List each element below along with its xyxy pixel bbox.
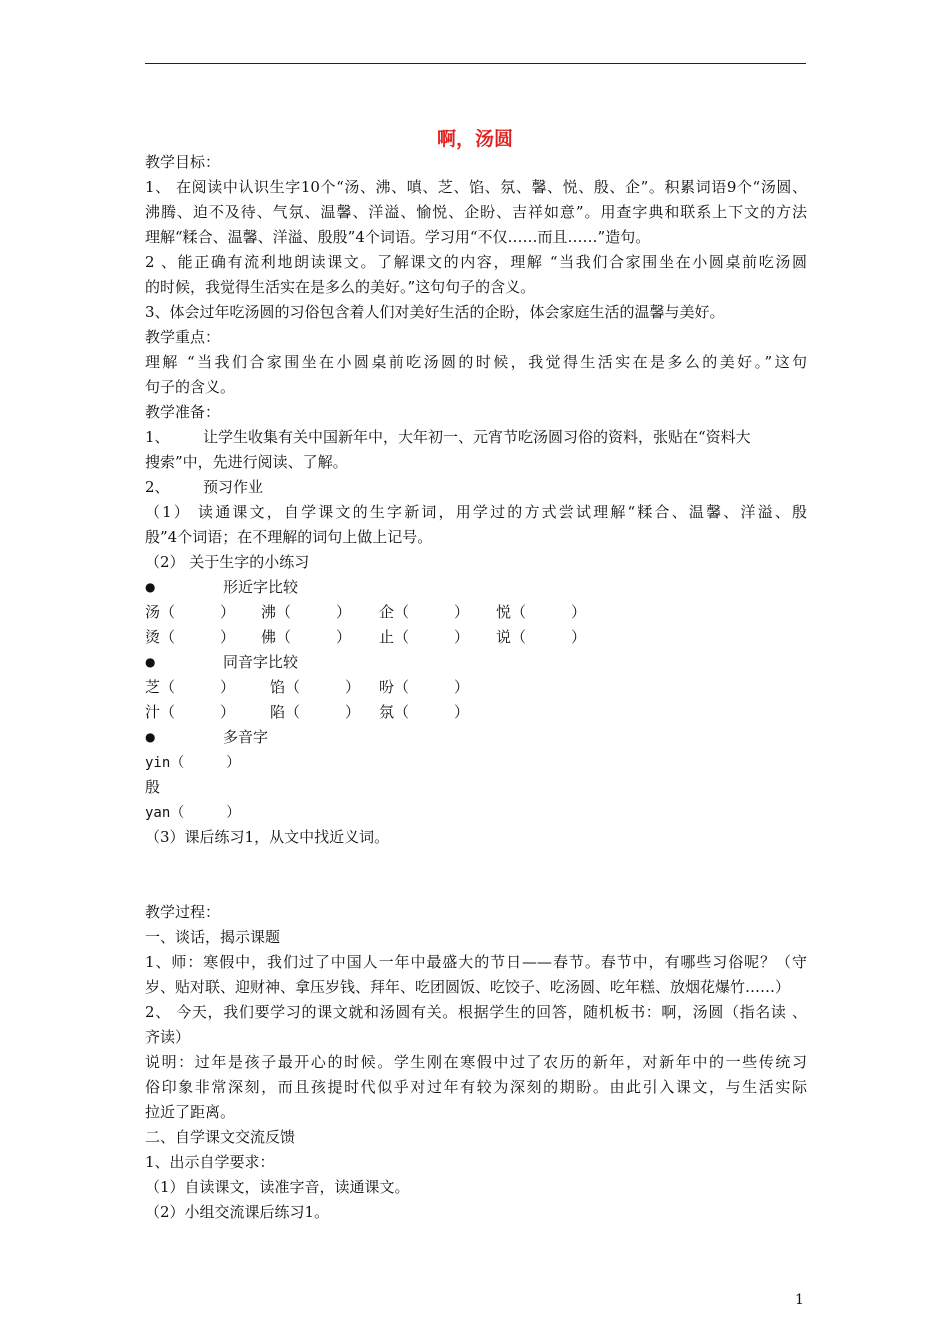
process-line: 2、 今天，我们要学习的课文就和汤圆有关。根据学生的回答，随机板书：啊，汤圆（指名读 、 [145,1003,807,1021]
homophones-row [145,675,807,700]
polyphone-reading [145,800,807,825]
document-title: 啊，汤圆 [436,128,513,150]
objective-line: 沸腾、迫不及待、气氛、温馨、洋溢、愉悦、企盼、吉祥如意”。用查字典和联系上下文的方法 [145,203,807,221]
focus-heading: 教学重点： [145,328,221,346]
bullet-icon: ● [145,580,156,594]
char-cell: 芝（ ） [145,678,236,696]
char-cell: 企（ ） [379,603,470,621]
prep-item-continuation: 搜索”中，先进行阅读、了解。 [145,453,348,471]
bullet-similar-chars [145,575,807,600]
bullet-title: 形近字比较 [223,578,299,596]
char-cell: 汤（ ） [145,603,236,621]
process-heading: 教学过程： [145,903,221,921]
prep-item-text: 预习作业 [203,478,264,496]
process-section-title: 二、自学课文交流反馈 [145,1128,296,1146]
bullet-polyphones [145,725,807,750]
sub-item-3: （3）课后练习1，从文中找近义词。 [145,828,390,846]
char-cell: 说（ ） [496,628,587,646]
char-cell: 陷（ ） [270,703,361,721]
char-cell: 沸（ ） [261,603,352,621]
similar-chars-row [145,600,807,625]
char-cell: 烫（ ） [145,628,236,646]
similar-chars-row [145,625,807,650]
process-line: （2）小组交流课后练习1。 [145,1203,330,1221]
polyphone-char: 殷 [145,778,161,796]
spacer [145,850,807,900]
focus-line: 理解 “当我们合家围坐在小圆桌前吃汤圆的时候，我觉得生活实在是多么的美好。”这句 [145,353,807,371]
note-line: 俗印象非常深刻，而且孩提时代似乎对过年有较为深刻的期盼。由此引入课文，与生活实际 [145,1078,807,1096]
process-line: 1、师：寒假中，我们过了中国人一年中最盛大的节日——春节。春节中，有哪些习俗呢？（守 [145,953,807,971]
char-cell: 悦（ ） [496,603,587,621]
process-line: 1、出示自学要求： [145,1153,275,1171]
prep-item-number: 2、 [145,478,170,496]
sub-item-2: （2） 关于生字的小练习 [145,553,310,571]
bullet-icon: ● [145,655,156,669]
focus-line: 句子的含义。 [145,378,236,396]
char-cell: 吩（ ） [379,678,470,696]
objective-line: 3、体会过年吃汤圆的习俗包含着人们对美好生活的企盼，体会家庭生活的温馨与美好。 [145,303,725,321]
process-line: 齐读） [145,1028,191,1046]
document-body [145,150,807,1225]
objective-line: 的时候，我觉得生活实在是多么的美好。”这句句子的含义。 [145,278,536,296]
polyphone-reading [145,750,807,775]
sub-item-1-continuation: 殷”4个词语；在不理解的词句上做上记号。 [145,528,433,546]
homophones-row [145,700,807,725]
char-cell: 汁（ ） [145,703,236,721]
char-cell: 氛（ ） [379,703,470,721]
process-line: （1）自读课文，读准字音，读通课文。 [145,1178,410,1196]
bullet-icon: ● [145,730,156,744]
prep-heading: 教学准备： [145,403,221,421]
pinyin-yan: yan（ ） [145,805,241,821]
sub-item-1: （1） 读通课文，自学课文的生字新词，用学过的方式尝试理解“糅合、温馨、洋溢、殷 [145,503,807,521]
note-line: 说明：过年是孩子最开心的时候。学生刚在寒假中过了农历的新年，对新年中的一些传统习 [145,1053,807,1071]
objective-line: 2 、能正确有流利地朗读课文。了解课文的内容，理解 “当我们合家围坐在小圆桌前吃汤圆 [145,253,807,271]
bullet-homophones [145,650,807,675]
pinyin-yin: yin（ ） [145,755,241,771]
process-section-title: 一、谈话，揭示课题 [145,928,281,946]
bullet-title: 同音字比较 [223,653,299,671]
page-number: 1 [795,1292,804,1308]
prep-item-2 [145,475,807,500]
char-cell: 止（ ） [379,628,470,646]
objectives-heading: 教学目标： [145,153,221,171]
objective-line: 1、 在阅读中认识生字10个“汤、沸、嗔、芝、馅、氛、馨、悦、殷、企”。积累词语9个“汤圆、 [145,178,807,196]
prep-item-text: 让学生收集有关中国新年中，大年初一、元宵节吃汤圆习俗的资料，张贴在“资料大 [203,428,751,446]
note-line: 拉近了距离。 [145,1103,236,1121]
bullet-title: 多音字 [223,728,269,746]
char-cell: 佛（ ） [261,628,352,646]
prep-item-1 [145,425,807,450]
objective-line: 理解“糅合、温馨、洋溢、殷殷”4个词语。学习用“不仅……而且……”造句。 [145,228,651,246]
header-rule [145,63,806,64]
prep-item-number: 1、 [145,428,170,446]
char-cell: 馅（ ） [270,678,361,696]
process-line: 岁、贴对联、迎财神、拿压岁钱、拜年、吃团圆饭、吃饺子、吃汤圆、吃年糕、放烟花爆竹……） [145,978,791,996]
